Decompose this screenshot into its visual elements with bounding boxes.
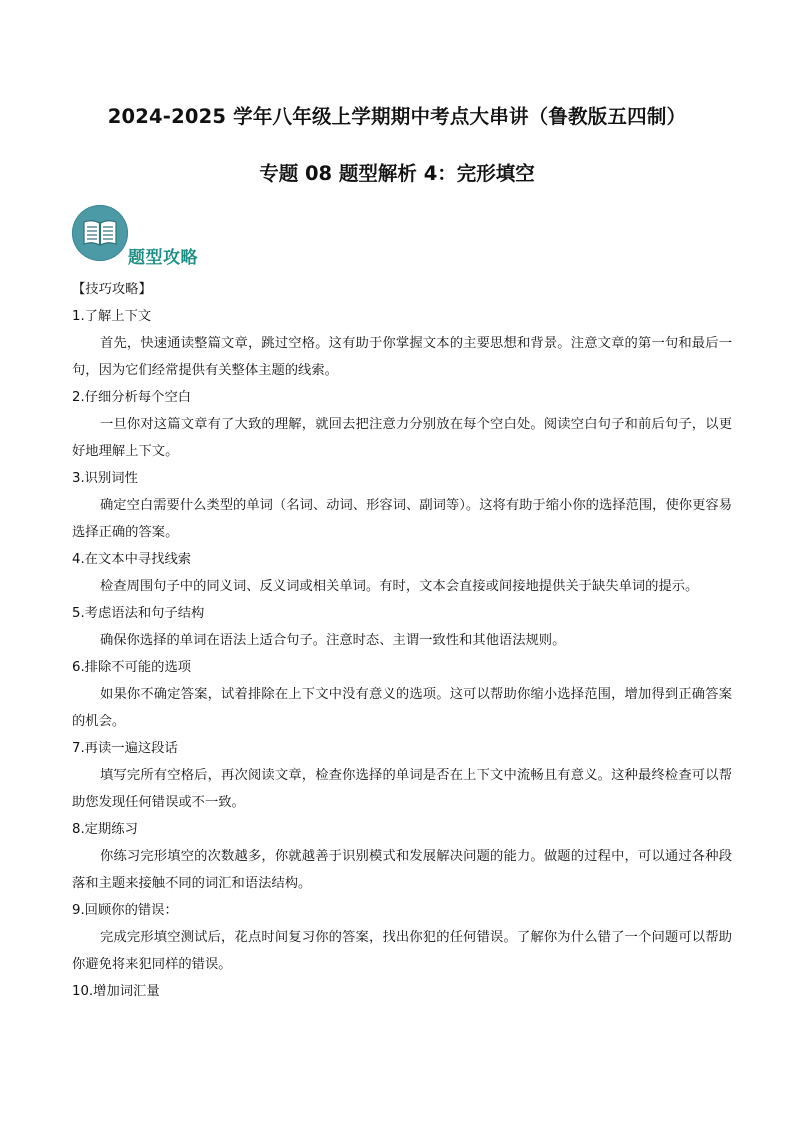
open-book-icon xyxy=(72,205,128,261)
tip-title: 6.排除不可能的选项 xyxy=(72,660,192,675)
tip-title: 9.回顾你的错误： xyxy=(72,903,178,918)
tips-content xyxy=(72,276,732,1005)
tip-text: 检查周围句子中的同义词、反义词或相关单词。有时，文本会直接或间接地提供关于缺失单词的提示。 xyxy=(100,579,699,594)
tip-title: 7.再读一遍这段话 xyxy=(72,741,178,756)
tip-text: 首先，快速通读整篇文章，跳过空格。这有助于你掌握文本的主要思想和背景。注意文章的第一句和最后一句，因为它们经常提供有关整体主题的线索。 xyxy=(72,336,732,378)
tip-title: 4.在文本中寻找线索 xyxy=(72,552,192,567)
tip-title: 1.了解上下文 xyxy=(72,309,152,324)
tip-title: 10.增加词汇量 xyxy=(72,984,160,999)
tip-text: 你练习完形填空的次数越多，你就越善于识别模式和发展解决问题的能力。做题的过程中，可以通过各种段落和主题来接触不同的词汇和语法结构。 xyxy=(72,849,732,891)
tip-title: 8.定期练习 xyxy=(72,822,138,837)
tip-text: 填写完所有空格后，再次阅读文章，检查你选择的单词是否在上下文中流畅且有意义。这种最终检查可以帮助您发现任何错误或不一致。 xyxy=(72,768,732,810)
tip-text: 完成完形填空测试后，花点时间复习你的答案，找出你犯的任何错误。了解你为什么错了一个问题可以帮助你避免将来犯同样的错误。 xyxy=(72,930,732,972)
section-label: 题型攻略 xyxy=(128,248,198,268)
section-header xyxy=(72,205,272,269)
document-title: 2024-2025 学年八年级上学期期中考点大串讲（鲁教版五四制） xyxy=(107,105,687,128)
tip-title: 5.考虑语法和句子结构 xyxy=(72,606,205,621)
document-subtitle: 专题 08 题型解析 4：完形填空 xyxy=(259,162,535,185)
tip-text: 确定空白需要什么类型的单词（名词、动词、形容词、副词等）。这将有助于缩小你的选择范围，使你更容易选择正确的答案。 xyxy=(72,498,732,540)
tip-title: 3.识别词性 xyxy=(72,471,138,486)
tip-text: 如果你不确定答案，试着排除在上下文中没有意义的选项。这可以帮助你缩小选择范围，增加得到正确答案的机会。 xyxy=(72,687,732,729)
tip-title: 2.仔细分析每个空白 xyxy=(72,390,192,405)
tip-text: 一旦你对这篇文章有了大致的理解，就回去把注意力分别放在每个空白处。阅读空白句子和前后句子，以更好地理解上下文。 xyxy=(72,417,732,459)
tips-heading: 【技巧攻略】 xyxy=(72,282,152,297)
tip-text: 确保你选择的单词在语法上适合句子。注意时态、主谓一致性和其他语法规则。 xyxy=(100,633,566,648)
